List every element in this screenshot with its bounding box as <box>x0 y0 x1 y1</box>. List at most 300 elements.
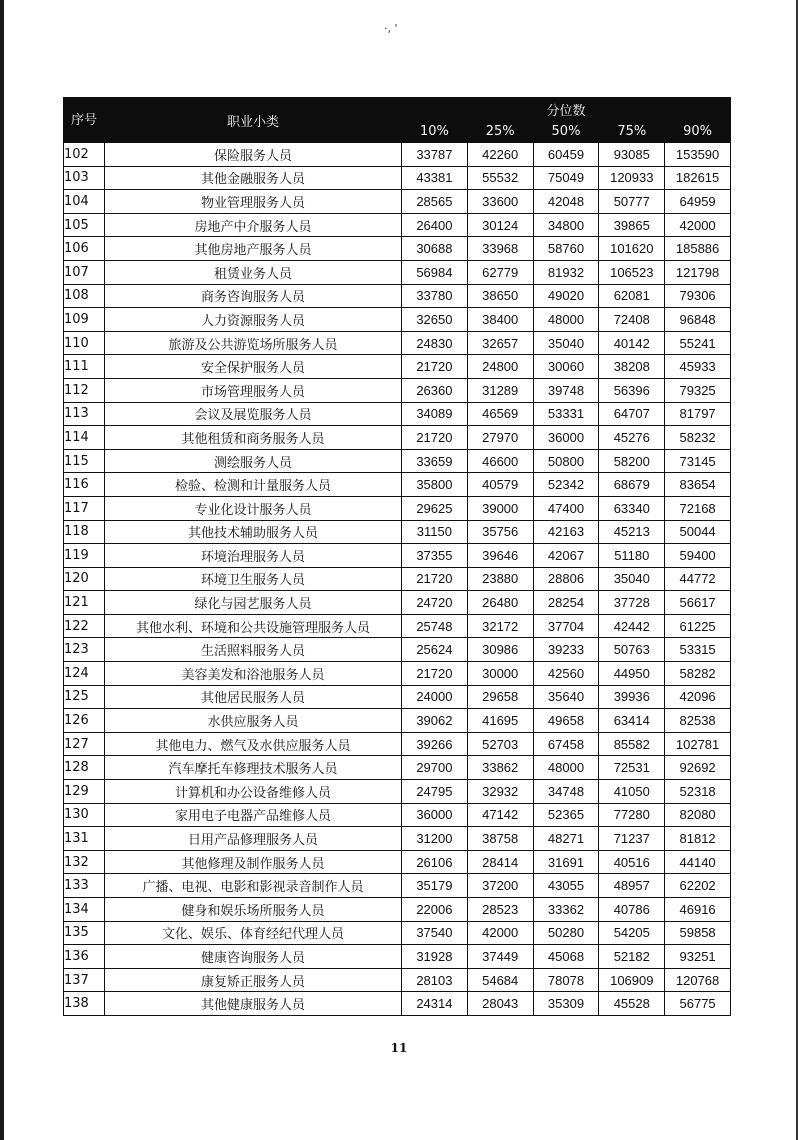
p75-cell: 64707 <box>599 402 665 426</box>
p90-cell: 81812 <box>665 827 731 851</box>
p50-cell: 52365 <box>533 803 599 827</box>
p75-cell: 58200 <box>599 449 665 473</box>
seq-cell: 129 <box>64 780 105 804</box>
p25-cell: 37449 <box>467 945 533 969</box>
p25-cell: 27970 <box>467 426 533 450</box>
p90-cell: 93251 <box>665 945 731 969</box>
p25-cell: 23880 <box>467 567 533 591</box>
p50-cell: 34800 <box>533 213 599 237</box>
occupation-cell: 其他电力、燃气及水供应服务人员 <box>105 732 402 756</box>
p75-header: 75% <box>599 121 665 143</box>
p10-cell: 21720 <box>402 426 468 450</box>
p75-cell: 106909 <box>599 968 665 992</box>
p90-cell: 185886 <box>665 237 731 261</box>
p90-cell: 59858 <box>665 921 731 945</box>
table-row <box>64 850 731 874</box>
occupation-cell: 其他租赁和商务服务人员 <box>105 426 402 450</box>
table-row <box>64 780 731 804</box>
p90-cell: 79306 <box>665 284 731 308</box>
p50-cell: 45068 <box>533 945 599 969</box>
p50-cell: 39748 <box>533 378 599 402</box>
occupation-cell: 人力资源服务人员 <box>105 308 402 332</box>
p50-cell: 43055 <box>533 874 599 898</box>
p90-cell: 83654 <box>665 473 731 497</box>
p75-cell: 40786 <box>599 898 665 922</box>
seq-cell: 109 <box>64 308 105 332</box>
p10-cell: 26360 <box>402 378 468 402</box>
p10-cell: 39266 <box>402 732 468 756</box>
p25-cell: 32932 <box>467 780 533 804</box>
p25-cell: 29658 <box>467 685 533 709</box>
p90-cell: 58282 <box>665 662 731 686</box>
seq-cell: 105 <box>64 213 105 237</box>
seq-cell: 116 <box>64 473 105 497</box>
occupation-cell: 其他金融服务人员 <box>105 166 402 190</box>
p90-cell: 81797 <box>665 402 731 426</box>
occupation-cell: 旅游及公共游览场所服务人员 <box>105 331 402 355</box>
seq-cell: 136 <box>64 945 105 969</box>
p10-cell: 37540 <box>402 921 468 945</box>
p90-cell: 42000 <box>665 213 731 237</box>
p90-cell: 58232 <box>665 426 731 450</box>
p75-cell: 42442 <box>599 614 665 638</box>
seq-cell: 107 <box>64 260 105 284</box>
seq-cell: 121 <box>64 591 105 615</box>
table-row <box>64 331 731 355</box>
table-row <box>64 803 731 827</box>
seq-cell: 119 <box>64 544 105 568</box>
p10-cell: 24000 <box>402 685 468 709</box>
occupation-cell: 商务咨询服务人员 <box>105 284 402 308</box>
p90-cell: 46916 <box>665 898 731 922</box>
table-row <box>64 685 731 709</box>
occupation-cell: 康复矫正服务人员 <box>105 968 402 992</box>
occupation-cell: 测绘服务人员 <box>105 449 402 473</box>
seq-cell: 138 <box>64 992 105 1016</box>
p10-cell: 21720 <box>402 662 468 686</box>
p50-cell: 31691 <box>533 850 599 874</box>
p50-cell: 50280 <box>533 921 599 945</box>
p75-cell: 72531 <box>599 756 665 780</box>
p25-cell: 38758 <box>467 827 533 851</box>
seq-cell: 133 <box>64 874 105 898</box>
occupation-cell: 广播、电视、电影和影视录音制作人员 <box>105 874 402 898</box>
table-row <box>64 968 731 992</box>
p25-cell: 33968 <box>467 237 533 261</box>
p10-cell: 43381 <box>402 166 468 190</box>
table-row <box>64 213 731 237</box>
p10-cell: 34089 <box>402 402 468 426</box>
p90-cell: 44772 <box>665 567 731 591</box>
p10-cell: 36000 <box>402 803 468 827</box>
p25-cell: 46569 <box>467 402 533 426</box>
p90-cell: 82080 <box>665 803 731 827</box>
occupation-cell: 日用产品修理服务人员 <box>105 827 402 851</box>
p10-cell: 24830 <box>402 331 468 355</box>
table-row <box>64 732 731 756</box>
occupation-cell: 环境卫生服务人员 <box>105 567 402 591</box>
table-row <box>64 473 731 497</box>
p25-cell: 30124 <box>467 213 533 237</box>
p90-cell: 59400 <box>665 544 731 568</box>
p90-cell: 42096 <box>665 685 731 709</box>
occupation-cell: 市场管理服务人员 <box>105 378 402 402</box>
occupation-cell: 其他健康服务人员 <box>105 992 402 1016</box>
p90-cell: 120768 <box>665 968 731 992</box>
seq-cell: 113 <box>64 402 105 426</box>
p10-cell: 33659 <box>402 449 468 473</box>
p90-cell: 182615 <box>665 166 731 190</box>
table-row <box>64 591 731 615</box>
table-row <box>64 308 731 332</box>
p75-cell: 45528 <box>599 992 665 1016</box>
table-row <box>64 166 731 190</box>
occupation-cell: 其他居民服务人员 <box>105 685 402 709</box>
p50-cell: 47400 <box>533 496 599 520</box>
p90-cell: 153590 <box>665 143 731 167</box>
p10-header: 10% <box>402 121 468 143</box>
p50-cell: 35309 <box>533 992 599 1016</box>
p10-cell: 30688 <box>402 237 468 261</box>
table-row <box>64 355 731 379</box>
p75-cell: 54205 <box>599 921 665 945</box>
p25-cell: 24800 <box>467 355 533 379</box>
p75-cell: 40516 <box>599 850 665 874</box>
p50-cell: 42560 <box>533 662 599 686</box>
seq-cell: 118 <box>64 520 105 544</box>
scan-left-edge <box>0 0 4 1140</box>
p10-cell: 33787 <box>402 143 468 167</box>
p10-cell: 26400 <box>402 213 468 237</box>
table-row <box>64 544 731 568</box>
seq-cell: 123 <box>64 638 105 662</box>
p50-cell: 28254 <box>533 591 599 615</box>
p75-cell: 39936 <box>599 685 665 709</box>
p90-cell: 45933 <box>665 355 731 379</box>
p10-cell: 56984 <box>402 260 468 284</box>
table-row <box>64 945 731 969</box>
p75-cell: 38208 <box>599 355 665 379</box>
p50-cell: 42067 <box>533 544 599 568</box>
p50-cell: 58760 <box>533 237 599 261</box>
p50-cell: 33362 <box>533 898 599 922</box>
p25-cell: 30000 <box>467 662 533 686</box>
p10-cell: 26106 <box>402 850 468 874</box>
table-row <box>64 520 731 544</box>
p75-cell: 106523 <box>599 260 665 284</box>
seq-cell: 137 <box>64 968 105 992</box>
p25-cell: 39000 <box>467 496 533 520</box>
p25-cell: 62779 <box>467 260 533 284</box>
p50-cell: 37704 <box>533 614 599 638</box>
occupation-header: 职业小类 <box>105 98 402 143</box>
p25-cell: 42260 <box>467 143 533 167</box>
p25-cell: 37200 <box>467 874 533 898</box>
scan-mark: ·, ' <box>384 22 398 35</box>
seq-cell: 135 <box>64 921 105 945</box>
page-number: 11 <box>390 1041 408 1055</box>
seq-cell: 117 <box>64 496 105 520</box>
occupation-cell: 其他房地产服务人员 <box>105 237 402 261</box>
p10-cell: 32650 <box>402 308 468 332</box>
occupation-cell: 计算机和办公设备维修人员 <box>105 780 402 804</box>
p75-cell: 120933 <box>599 166 665 190</box>
p50-cell: 34748 <box>533 780 599 804</box>
p50-cell: 48000 <box>533 308 599 332</box>
p90-cell: 79325 <box>665 378 731 402</box>
p75-cell: 63340 <box>599 496 665 520</box>
p90-cell: 56775 <box>665 992 731 1016</box>
p90-cell: 56617 <box>665 591 731 615</box>
p10-cell: 24720 <box>402 591 468 615</box>
p50-cell: 78078 <box>533 968 599 992</box>
p90-cell: 121798 <box>665 260 731 284</box>
seq-cell: 108 <box>64 284 105 308</box>
p90-cell: 55241 <box>665 331 731 355</box>
p25-cell: 42000 <box>467 921 533 945</box>
table-row <box>64 567 731 591</box>
table-row <box>64 756 731 780</box>
seq-cell: 114 <box>64 426 105 450</box>
p10-cell: 31928 <box>402 945 468 969</box>
seq-cell: 124 <box>64 662 105 686</box>
seq-cell: 110 <box>64 331 105 355</box>
p90-cell: 52318 <box>665 780 731 804</box>
p50-cell: 81932 <box>533 260 599 284</box>
p25-cell: 31289 <box>467 378 533 402</box>
p50-cell: 60459 <box>533 143 599 167</box>
p10-cell: 35800 <box>402 473 468 497</box>
occupation-cell: 房地产中介服务人员 <box>105 213 402 237</box>
p10-cell: 39062 <box>402 709 468 733</box>
seq-cell: 131 <box>64 827 105 851</box>
p90-cell: 62202 <box>665 874 731 898</box>
p25-cell: 35756 <box>467 520 533 544</box>
p90-cell: 53315 <box>665 638 731 662</box>
seq-cell: 132 <box>64 850 105 874</box>
seq-cell: 127 <box>64 732 105 756</box>
occupation-cell: 检验、检测和计量服务人员 <box>105 473 402 497</box>
p50-cell: 42163 <box>533 520 599 544</box>
p90-cell: 44140 <box>665 850 731 874</box>
p10-cell: 24314 <box>402 992 468 1016</box>
table-row <box>64 260 731 284</box>
p50-cell: 36000 <box>533 426 599 450</box>
p75-cell: 93085 <box>599 143 665 167</box>
occupation-cell: 物业管理服务人员 <box>105 190 402 214</box>
table-row <box>64 921 731 945</box>
occupation-cell: 环境治理服务人员 <box>105 544 402 568</box>
p25-cell: 28043 <box>467 992 533 1016</box>
p10-cell: 21720 <box>402 355 468 379</box>
p75-cell: 44950 <box>599 662 665 686</box>
seq-cell: 126 <box>64 709 105 733</box>
p75-cell: 68679 <box>599 473 665 497</box>
p25-header: 25% <box>467 121 533 143</box>
occupation-cell: 保险服务人员 <box>105 143 402 167</box>
occupation-cell: 绿化与园艺服务人员 <box>105 591 402 615</box>
p10-cell: 21720 <box>402 567 468 591</box>
p75-cell: 37728 <box>599 591 665 615</box>
table-row <box>64 638 731 662</box>
p10-cell: 28103 <box>402 968 468 992</box>
p90-header: 90% <box>665 121 731 143</box>
p75-cell: 45213 <box>599 520 665 544</box>
occupation-cell: 美容美发和浴池服务人员 <box>105 662 402 686</box>
p90-cell: 96848 <box>665 308 731 332</box>
occupation-cell: 健康咨询服务人员 <box>105 945 402 969</box>
table-row <box>64 662 731 686</box>
p50-cell: 49658 <box>533 709 599 733</box>
seq-cell: 130 <box>64 803 105 827</box>
table-row <box>64 614 731 638</box>
p25-cell: 38400 <box>467 308 533 332</box>
seq-cell: 115 <box>64 449 105 473</box>
p10-cell: 33780 <box>402 284 468 308</box>
p75-cell: 62081 <box>599 284 665 308</box>
p75-cell: 50763 <box>599 638 665 662</box>
seq-cell: 111 <box>64 355 105 379</box>
seq-cell: 128 <box>64 756 105 780</box>
occupation-cell: 专业化设计服务人员 <box>105 496 402 520</box>
p75-cell: 45276 <box>599 426 665 450</box>
occupation-cell: 会议及展览服务人员 <box>105 402 402 426</box>
p50-cell: 49020 <box>533 284 599 308</box>
p50-header: 50% <box>533 121 599 143</box>
p50-cell: 53331 <box>533 402 599 426</box>
table-row <box>64 284 731 308</box>
p50-cell: 39233 <box>533 638 599 662</box>
p25-cell: 41695 <box>467 709 533 733</box>
p75-cell: 72408 <box>599 308 665 332</box>
p10-cell: 22006 <box>402 898 468 922</box>
p75-cell: 48957 <box>599 874 665 898</box>
p50-cell: 42048 <box>533 190 599 214</box>
occupation-cell: 生活照料服务人员 <box>105 638 402 662</box>
p75-cell: 41050 <box>599 780 665 804</box>
p90-cell: 82538 <box>665 709 731 733</box>
p50-cell: 67458 <box>533 732 599 756</box>
p75-cell: 50777 <box>599 190 665 214</box>
seq-cell: 102 <box>64 143 105 167</box>
table-header <box>64 98 731 143</box>
table-row <box>64 898 731 922</box>
occupation-cell: 家用电子电器产品维修人员 <box>105 803 402 827</box>
wage-quantile-table <box>63 97 731 1016</box>
p75-cell: 101620 <box>599 237 665 261</box>
p90-cell: 73145 <box>665 449 731 473</box>
table-row <box>64 992 731 1016</box>
p75-cell: 52182 <box>599 945 665 969</box>
p10-cell: 29625 <box>402 496 468 520</box>
p25-cell: 47142 <box>467 803 533 827</box>
p10-cell: 24795 <box>402 780 468 804</box>
p50-cell: 35040 <box>533 331 599 355</box>
seq-cell: 122 <box>64 614 105 638</box>
p50-cell: 52342 <box>533 473 599 497</box>
p10-cell: 25748 <box>402 614 468 638</box>
p25-cell: 38650 <box>467 284 533 308</box>
p50-cell: 35640 <box>533 685 599 709</box>
p90-cell: 50044 <box>665 520 731 544</box>
occupation-cell: 其他修理及制作服务人员 <box>105 850 402 874</box>
table-row <box>64 496 731 520</box>
p10-cell: 28565 <box>402 190 468 214</box>
p25-cell: 33862 <box>467 756 533 780</box>
occupation-cell: 其他水利、环境和公共设施管理服务人员 <box>105 614 402 638</box>
occupation-cell: 租赁业务人员 <box>105 260 402 284</box>
p25-cell: 40579 <box>467 473 533 497</box>
p90-cell: 102781 <box>665 732 731 756</box>
p25-cell: 54684 <box>467 968 533 992</box>
p90-cell: 92692 <box>665 756 731 780</box>
table-row <box>64 190 731 214</box>
quantile-header: 分位数 <box>402 98 731 121</box>
table-row <box>64 874 731 898</box>
p10-cell: 29700 <box>402 756 468 780</box>
p75-cell: 51180 <box>599 544 665 568</box>
p75-cell: 85582 <box>599 732 665 756</box>
table-row <box>64 237 731 261</box>
p10-cell: 25624 <box>402 638 468 662</box>
p50-cell: 30060 <box>533 355 599 379</box>
table-row <box>64 143 731 167</box>
p50-cell: 75049 <box>533 166 599 190</box>
seq-cell: 103 <box>64 166 105 190</box>
p75-cell: 39865 <box>599 213 665 237</box>
p90-cell: 61225 <box>665 614 731 638</box>
p25-cell: 30986 <box>467 638 533 662</box>
p50-cell: 48000 <box>533 756 599 780</box>
seq-cell: 125 <box>64 685 105 709</box>
p25-cell: 46600 <box>467 449 533 473</box>
p10-cell: 31200 <box>402 827 468 851</box>
p10-cell: 31150 <box>402 520 468 544</box>
occupation-cell: 其他技术辅助服务人员 <box>105 520 402 544</box>
p25-cell: 28414 <box>467 850 533 874</box>
p25-cell: 52703 <box>467 732 533 756</box>
p75-cell: 77280 <box>599 803 665 827</box>
table-row <box>64 378 731 402</box>
p50-cell: 50800 <box>533 449 599 473</box>
table-row <box>64 709 731 733</box>
seq-cell: 104 <box>64 190 105 214</box>
p75-cell: 56396 <box>599 378 665 402</box>
table-row <box>64 426 731 450</box>
p25-cell: 26480 <box>467 591 533 615</box>
table-row <box>64 827 731 851</box>
seq-header: 序号 <box>64 98 105 143</box>
occupation-cell: 安全保护服务人员 <box>105 355 402 379</box>
table-row <box>64 449 731 473</box>
p25-cell: 55532 <box>467 166 533 190</box>
p25-cell: 32657 <box>467 331 533 355</box>
p25-cell: 33600 <box>467 190 533 214</box>
p50-cell: 28806 <box>533 567 599 591</box>
p75-cell: 63414 <box>599 709 665 733</box>
p90-cell: 72168 <box>665 496 731 520</box>
occupation-cell: 健身和娱乐场所服务人员 <box>105 898 402 922</box>
occupation-cell: 水供应服务人员 <box>105 709 402 733</box>
p25-cell: 32172 <box>467 614 533 638</box>
seq-cell: 112 <box>64 378 105 402</box>
seq-cell: 134 <box>64 898 105 922</box>
table-row <box>64 402 731 426</box>
p10-cell: 37355 <box>402 544 468 568</box>
p75-cell: 71237 <box>599 827 665 851</box>
occupation-cell: 文化、娱乐、体育经纪代理人员 <box>105 921 402 945</box>
p75-cell: 40142 <box>599 331 665 355</box>
